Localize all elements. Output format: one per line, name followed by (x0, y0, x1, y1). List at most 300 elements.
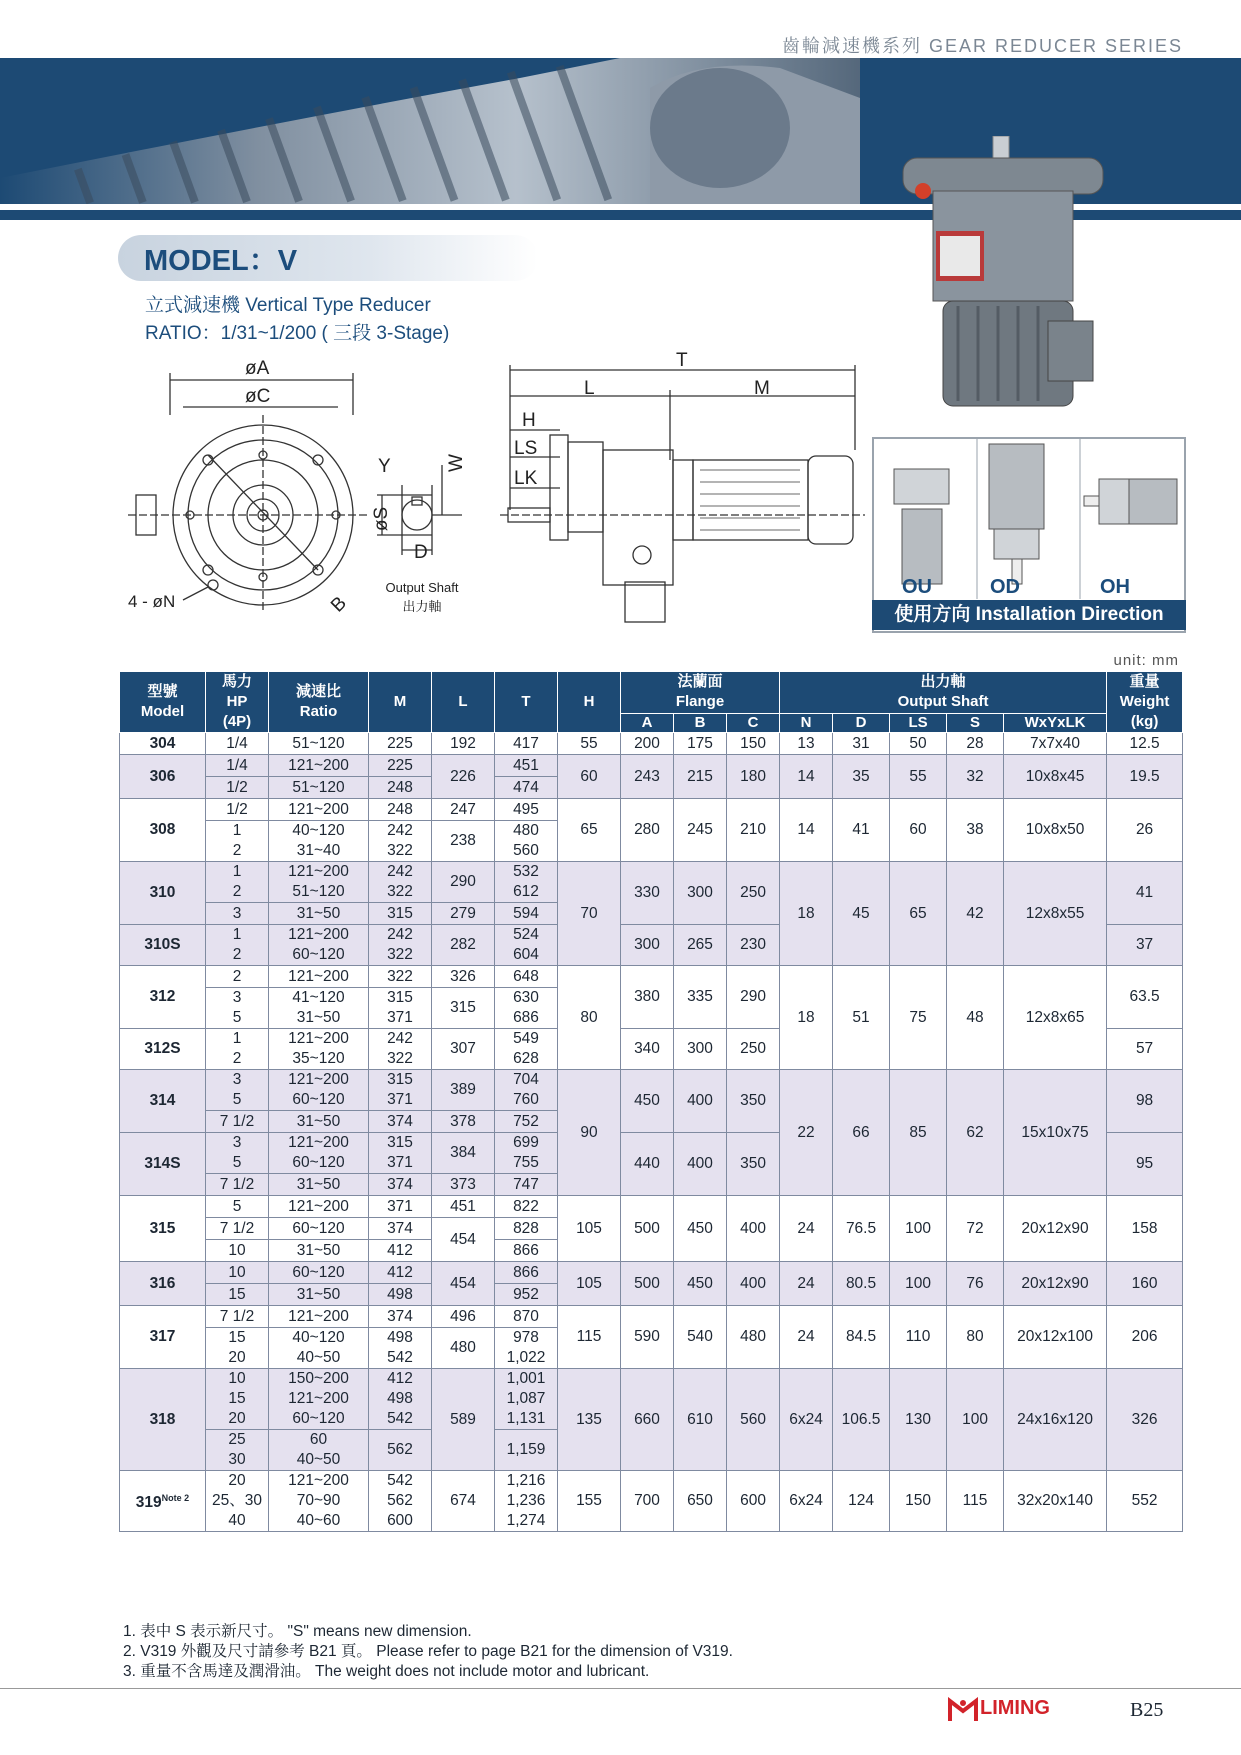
table-cell: 250 (727, 862, 780, 925)
table-row (120, 1369, 1183, 1430)
table-cell: 22 (780, 1070, 833, 1196)
th-model (120, 672, 206, 733)
cell-line: 322 (387, 1050, 413, 1067)
cell-line: 315 (387, 989, 413, 1006)
cell-line: 法蘭面 (677, 673, 723, 691)
table-cell: 14 (780, 755, 833, 799)
cell-line: 315 (387, 1134, 413, 1151)
table-cell: 312 (120, 966, 206, 1029)
table-cell: 238 (432, 821, 495, 862)
table-cell: 80 (947, 1306, 1004, 1369)
table-cell (369, 988, 432, 1029)
label-b: B (327, 592, 351, 617)
cell-line: 馬力 (221, 673, 252, 690)
table-cell (269, 1133, 369, 1174)
cell-line: 5 (232, 1154, 242, 1171)
side-view-drawing (500, 360, 870, 630)
table-cell: 215 (674, 755, 727, 799)
table-cell: 306 (120, 755, 206, 799)
table-cell: 700 (621, 1471, 674, 1532)
table-cell: 31~50 (269, 1240, 369, 1262)
cell-line: 542 (387, 1472, 413, 1489)
cell-line: Weight (1119, 693, 1170, 710)
table-cell (269, 1369, 369, 1430)
cell-line: 出力軸 (920, 673, 966, 691)
cell-line: 1 (232, 926, 242, 943)
table-cell: 307 (432, 1029, 495, 1070)
table-cell: 315 (432, 988, 495, 1029)
cell-line: 20 (228, 1410, 246, 1427)
table-cell: 48 (947, 966, 1004, 1070)
installation-drawings (874, 439, 1184, 599)
table-cell: 31~50 (269, 1111, 369, 1133)
table-cell (120, 1471, 206, 1532)
cell-line: 371 (387, 1154, 413, 1171)
cell-line: 15 (228, 1390, 246, 1407)
table-cell: 440 (621, 1133, 674, 1196)
table-cell: 589 (432, 1369, 495, 1471)
table-cell: 28 (947, 733, 1004, 755)
table-cell: 150 (727, 733, 780, 755)
table-cell: 95 (1107, 1133, 1183, 1196)
table-cell (206, 1430, 269, 1471)
table-cell: 247 (432, 799, 495, 821)
table-cell: 300 (621, 925, 674, 966)
table-cell: 674 (432, 1471, 495, 1532)
table-cell: 540 (674, 1306, 727, 1369)
table-cell (495, 1070, 558, 1111)
installation-caption: 使用方向 Installation Direction (872, 600, 1186, 630)
note-1: 1. 表中 S 表示新尺寸。 "S" means new dimension. (123, 1623, 472, 1640)
table-cell: 380 (621, 966, 674, 1029)
table-cell: 265 (674, 925, 727, 966)
table-cell: 65 (890, 862, 947, 966)
table-cell (369, 1070, 432, 1111)
table-cell: 41 (833, 799, 890, 862)
unit-label: unit: mm (1113, 652, 1179, 669)
table-cell: 330 (621, 862, 674, 925)
label-l: L (584, 378, 595, 399)
table-cell: 85 (890, 1070, 947, 1196)
table-cell (495, 1369, 558, 1430)
cell-line: 20 (228, 1349, 246, 1366)
notes (123, 1622, 733, 1682)
group-310 (120, 862, 1183, 966)
cell-line: 560 (513, 842, 539, 859)
table-cell: 50 (890, 733, 947, 755)
th-ratio (269, 672, 369, 733)
table-cell: 400 (674, 1133, 727, 1196)
cell-line: 242 (387, 822, 413, 839)
table-cell: 417 (495, 733, 558, 755)
table-cell: 322 (369, 966, 432, 988)
table-row (120, 1196, 1183, 1218)
cell-line: 498 (387, 1390, 413, 1407)
cell-line: 31~40 (296, 842, 341, 859)
cell-line: 1,274 (506, 1512, 546, 1529)
cell-line: 60~120 (292, 946, 345, 963)
table-cell: 495 (495, 799, 558, 821)
table-cell: 374 (369, 1218, 432, 1240)
cell-line: 2 (232, 1050, 242, 1067)
table-cell: 19.5 (1107, 755, 1183, 799)
table-row (120, 1070, 1183, 1111)
table-cell: 60 (890, 799, 947, 862)
table-cell: 90 (558, 1070, 621, 1196)
table-cell: 20x12x90 (1004, 1196, 1107, 1262)
table-cell (269, 1471, 369, 1532)
label-d: D (414, 542, 428, 563)
cell-line: (4P) (222, 713, 252, 730)
table-cell: 7x7x40 (1004, 733, 1107, 755)
table-cell: 100 (890, 1196, 947, 1262)
table-cell (206, 1133, 269, 1174)
table-cell: 121~200 (269, 1306, 369, 1328)
label-phi-c: øC (245, 386, 271, 407)
table-cell: 245 (674, 799, 727, 862)
cell-line: Ratio (299, 703, 338, 720)
cell-line: 25 (228, 1431, 246, 1448)
label-h: H (522, 410, 536, 431)
table-cell: 175 (674, 733, 727, 755)
group-319 (120, 1471, 1183, 1532)
table-cell: 15x10x75 (1004, 1070, 1107, 1196)
table-cell: 828 (495, 1218, 558, 1240)
table-cell: 70 (558, 862, 621, 966)
table-cell: 315 (120, 1196, 206, 1262)
cell-line: 121~200 (288, 1030, 349, 1047)
th-a: A (621, 713, 674, 732)
table-cell: 496 (432, 1306, 495, 1328)
table-cell: 454 (432, 1218, 495, 1262)
table-cell (206, 1471, 269, 1532)
table-cell (369, 862, 432, 903)
table-cell (495, 988, 558, 1029)
table-cell: 280 (621, 799, 674, 862)
table-cell: 7 1/2 (206, 1111, 269, 1133)
table-cell: 10 (206, 1262, 269, 1284)
cell-line: 322 (387, 883, 413, 900)
table-cell (206, 1328, 269, 1369)
group-312 (120, 966, 1183, 1070)
table-cell: 32x20x140 (1004, 1471, 1107, 1532)
cell-line: 40~120 (292, 1329, 345, 1346)
table-cell (495, 821, 558, 862)
cell-line: 51~120 (292, 883, 345, 900)
table-row (120, 755, 1183, 777)
table-cell: 130 (890, 1369, 947, 1471)
table-row (120, 1471, 1183, 1532)
cell-line: 686 (513, 1009, 539, 1026)
table-cell: 952 (495, 1284, 558, 1306)
cell-line: 1,001 (506, 1370, 546, 1387)
table-cell: 31~50 (269, 903, 369, 925)
table-cell: 590 (621, 1306, 674, 1369)
cell-line: 322 (387, 842, 413, 859)
output-shaft-label-en: Output Shaft (385, 580, 459, 595)
table-cell: 37 (1107, 925, 1183, 966)
cell-line: 121~200 (288, 1472, 349, 1489)
table-cell: 158 (1107, 1196, 1183, 1262)
cell-line: 315 (387, 1071, 413, 1088)
table-cell: 552 (1107, 1471, 1183, 1532)
table-cell (206, 1070, 269, 1111)
table-cell: 121~200 (269, 1196, 369, 1218)
table-cell: 80.5 (833, 1262, 890, 1306)
table-cell: 350 (727, 1133, 780, 1196)
table-cell: 6x24 (780, 1369, 833, 1471)
table-cell (369, 1133, 432, 1174)
cell-line: 5 (232, 1091, 242, 1108)
cell-line: 15 (228, 1329, 246, 1346)
table-cell: 500 (621, 1262, 674, 1306)
cell-line: 242 (387, 863, 413, 880)
table-cell (269, 1029, 369, 1070)
table-cell (206, 925, 269, 966)
table-cell: 15 (206, 1284, 269, 1306)
table-cell: 451 (432, 1196, 495, 1218)
table-cell (495, 1328, 558, 1369)
label-ls: LS (514, 438, 538, 459)
table-cell (369, 1471, 432, 1532)
table-cell: 135 (558, 1369, 621, 1471)
table-cell: 412 (369, 1262, 432, 1284)
table-cell: 412 (369, 1240, 432, 1262)
table-cell: 400 (727, 1196, 780, 1262)
cell-line: 60~120 (292, 1091, 345, 1108)
table-cell: 316 (120, 1262, 206, 1306)
table-cell: 57 (1107, 1029, 1183, 1070)
table-cell: 150 (890, 1471, 947, 1532)
table-row (120, 1262, 1183, 1284)
cell-line: 612 (513, 883, 539, 900)
table-cell: 312S (120, 1029, 206, 1070)
cell-line: 25、30 (212, 1492, 262, 1509)
table-cell: 60~120 (269, 1218, 369, 1240)
th-m: M (369, 672, 432, 733)
installation-ou: OU (902, 576, 932, 598)
table-header (120, 672, 1183, 733)
table-cell: 121~200 (269, 755, 369, 777)
table-cell: 200 (621, 733, 674, 755)
table-cell (269, 862, 369, 903)
table-cell: 75 (890, 966, 947, 1070)
table-cell: 51~120 (269, 777, 369, 799)
table-cell: 300 (674, 862, 727, 925)
table-cell: 562 (369, 1430, 432, 1471)
table-cell: 115 (558, 1306, 621, 1369)
table-cell: 1/2 (206, 799, 269, 821)
table-cell: 317 (120, 1306, 206, 1369)
table-cell (495, 862, 558, 903)
cell-line: 40~50 (296, 1451, 341, 1468)
table-cell (269, 1070, 369, 1111)
th-c: C (727, 713, 780, 732)
cell-line: 31~50 (296, 1009, 341, 1026)
table-cell (206, 1369, 269, 1430)
cell-line: 1 (232, 863, 242, 880)
label-phi-a: øA (245, 358, 270, 379)
page-number: B25 (1130, 1699, 1164, 1721)
cell-line: 121~200 (288, 1390, 349, 1407)
cell-line: 60~120 (292, 1410, 345, 1427)
label-m: M (754, 378, 770, 399)
table-cell: 98 (1107, 1070, 1183, 1133)
table-cell: 45 (833, 862, 890, 966)
table-cell (369, 1029, 432, 1070)
cell-line: 2 (232, 946, 242, 963)
table-cell: 594 (495, 903, 558, 925)
table-cell: 10x8x45 (1004, 755, 1107, 799)
cell-line: HP (226, 693, 248, 710)
cell-line: 150~200 (288, 1370, 349, 1387)
table-cell: 250 (727, 1029, 780, 1070)
th-l: L (432, 672, 495, 733)
cell-line: 70~90 (296, 1492, 341, 1509)
label-lk: LK (514, 468, 538, 489)
table-cell: 498 (369, 1284, 432, 1306)
table-cell: 10x8x50 (1004, 799, 1107, 862)
cell-line: 412 (387, 1370, 413, 1387)
table-cell: 14 (780, 799, 833, 862)
table-cell: 243 (621, 755, 674, 799)
table-cell: 350 (727, 1070, 780, 1133)
table-cell: 308 (120, 799, 206, 862)
table-cell: 42 (947, 862, 1004, 966)
th-ls: LS (890, 713, 947, 732)
table-cell: 230 (727, 925, 780, 966)
table-cell: 1/4 (206, 755, 269, 777)
cell-line: 1,236 (506, 1492, 546, 1509)
th-weight (1107, 672, 1183, 733)
cell-line: 978 (513, 1329, 539, 1346)
table-cell: 560 (727, 1369, 780, 1471)
table-cell: 31~50 (269, 1284, 369, 1306)
cell-line: 40~120 (292, 822, 345, 839)
cell-line: 549 (513, 1030, 539, 1047)
group-304 (120, 733, 1183, 755)
table-cell: 335 (674, 966, 727, 1029)
cell-line: 10 (228, 1370, 246, 1387)
cell-line: 41~120 (292, 989, 345, 1006)
cell-line: 35~120 (292, 1050, 345, 1067)
table-cell: 65 (558, 799, 621, 862)
table-cell: 24x16x120 (1004, 1369, 1107, 1471)
table-cell: 752 (495, 1111, 558, 1133)
table-cell (495, 1029, 558, 1070)
table-cell: 474 (495, 777, 558, 799)
th-b: B (674, 713, 727, 732)
table-cell: 660 (621, 1369, 674, 1471)
installation-oh: OH (1100, 576, 1130, 598)
cell-line: 121~200 (288, 1071, 349, 1088)
th-s: S (947, 713, 1004, 732)
table-cell: 600 (727, 1471, 780, 1532)
model-title: MODEL：V (144, 245, 298, 277)
note-3: 3. 重量不含馬達及潤滑油。 The weight does not include motor and lubricant. (123, 1663, 650, 1680)
table-cell: 378 (432, 1111, 495, 1133)
table-row (120, 862, 1183, 903)
model-subtitle: 立式減速機 Vertical Type Reducer (145, 295, 431, 316)
cell-line: 524 (513, 926, 539, 943)
cell-line: 30 (228, 1451, 246, 1468)
table-cell: 374 (369, 1306, 432, 1328)
cell-line: 60 (309, 1431, 328, 1448)
table-cell: 1,159 (495, 1430, 558, 1471)
table-cell: 5 (206, 1196, 269, 1218)
table-cell: 100 (947, 1369, 1004, 1471)
table-cell: 304 (120, 733, 206, 755)
table-cell: 110 (890, 1306, 947, 1369)
label-y: Y (378, 456, 391, 477)
table-cell: 650 (674, 1471, 727, 1532)
table-cell: 870 (495, 1306, 558, 1328)
table-cell (206, 988, 269, 1029)
series-header: 齒輪減速機系列 GEAR REDUCER SERIES (781, 36, 1183, 56)
table-cell: 105 (558, 1196, 621, 1262)
cell-line: 40 (228, 1512, 246, 1529)
table-cell: 76 (947, 1262, 1004, 1306)
table-cell: 63.5 (1107, 966, 1183, 1029)
cell-line: 699 (513, 1134, 539, 1151)
table-cell (206, 821, 269, 862)
table-cell: 371 (369, 1196, 432, 1218)
table-cell: 747 (495, 1174, 558, 1196)
table-cell: 115 (947, 1471, 1004, 1532)
cell-line: 600 (387, 1512, 413, 1529)
th-hp (206, 672, 269, 733)
group-306 (120, 755, 1183, 799)
table-cell: 450 (621, 1070, 674, 1133)
table-cell: 62 (947, 1070, 1004, 1196)
table-cell: 100 (890, 1262, 947, 1306)
table-cell: 24 (780, 1196, 833, 1262)
cell-line: 1,022 (506, 1349, 546, 1366)
table-cell: 610 (674, 1369, 727, 1471)
table-cell: 7 1/2 (206, 1174, 269, 1196)
liming-logo-icon (948, 1697, 978, 1723)
table-row (120, 799, 1183, 821)
table-row (120, 966, 1183, 988)
cell-line: 1 (232, 822, 242, 839)
note-superscript: Note 2 (161, 1493, 190, 1504)
table-cell: 314S (120, 1133, 206, 1196)
table-cell: 3 (206, 903, 269, 925)
table-cell: 76.5 (833, 1196, 890, 1262)
table-cell: 18 (780, 862, 833, 966)
table-cell: 35 (833, 755, 890, 799)
table-cell: 248 (369, 777, 432, 799)
th-output-shaft (780, 672, 1107, 714)
cell-line: 3 (232, 1071, 242, 1088)
table-cell: 180 (727, 755, 780, 799)
group-314 (120, 1070, 1183, 1196)
cell-line: 3 (232, 989, 242, 1006)
cell-line: 121~200 (288, 863, 349, 880)
cell-line: 重量 (1129, 673, 1160, 690)
group-308 (120, 799, 1183, 862)
table-cell (369, 925, 432, 966)
output-shaft-label-zh: 出力軸 (402, 599, 442, 614)
table-cell: 80 (558, 966, 621, 1070)
table-cell (206, 862, 269, 903)
table-cell: 374 (369, 1111, 432, 1133)
label-phi-s: øS (371, 506, 393, 532)
cell-line: 3 (232, 1134, 242, 1151)
cell-line: Model (140, 703, 185, 720)
table-cell: 38 (947, 799, 1004, 862)
label-t: T (676, 350, 688, 371)
